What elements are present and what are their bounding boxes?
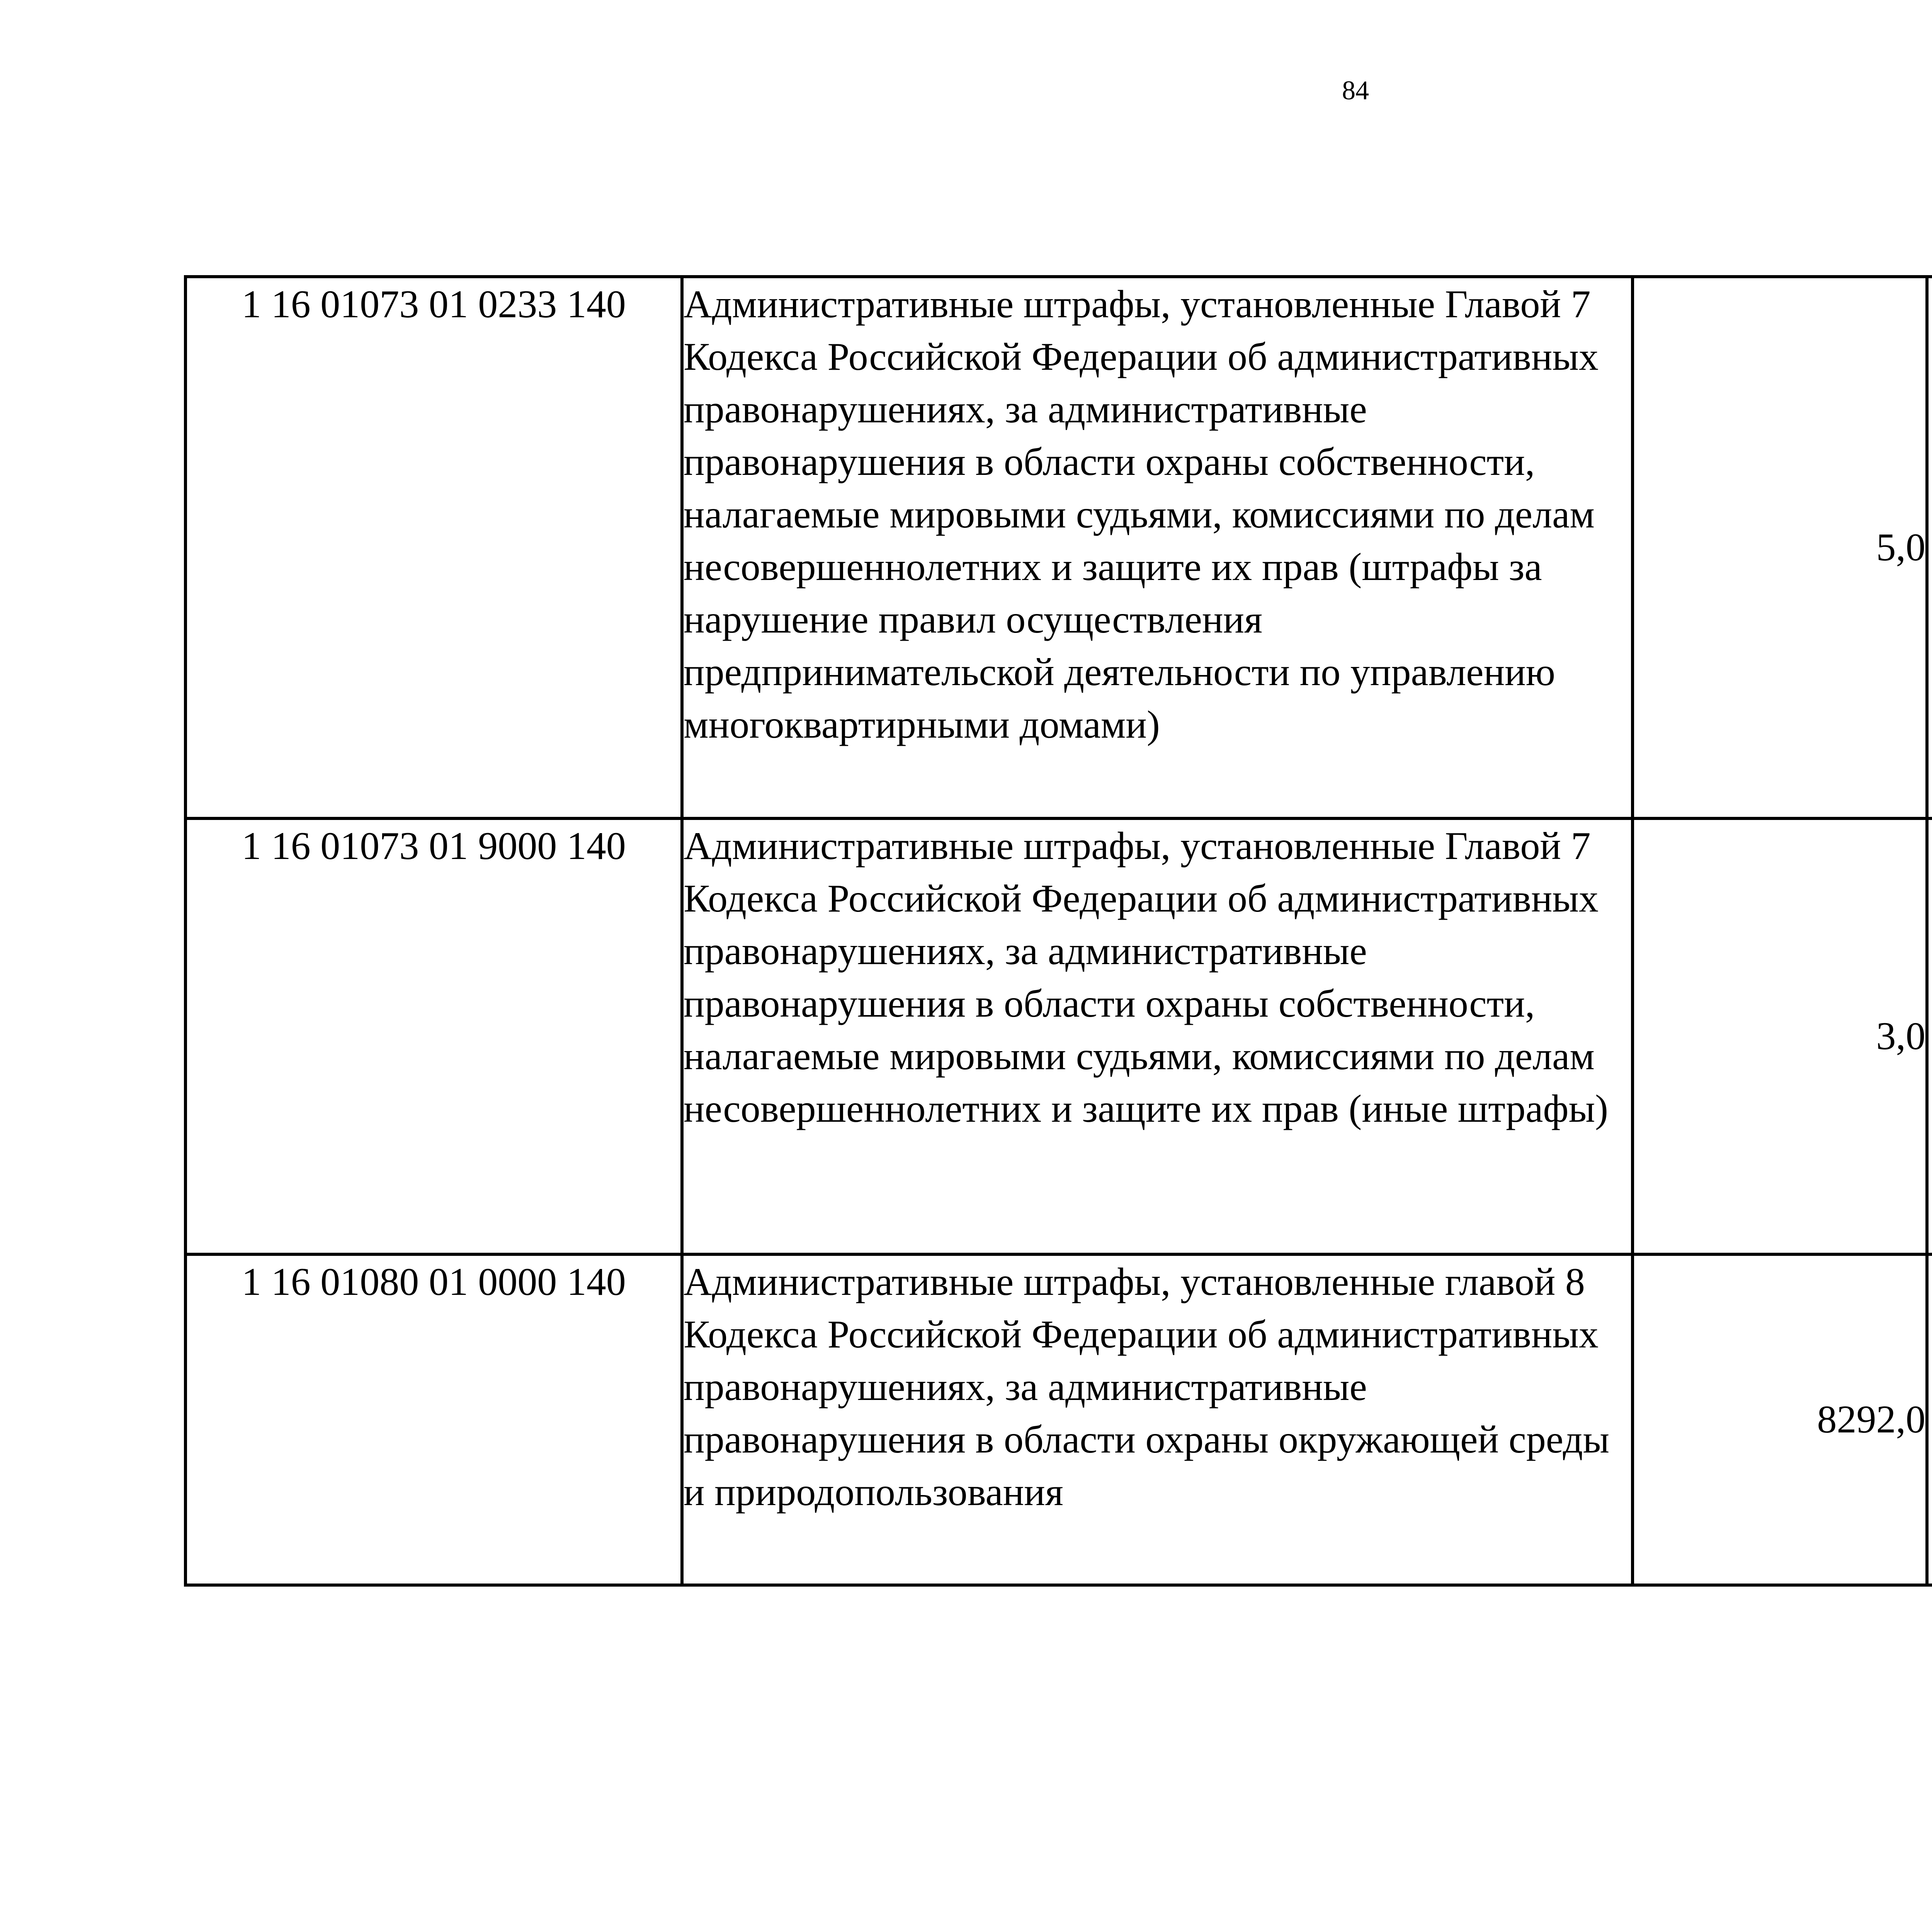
budget-code-cell: 1 16 01073 01 0233 140	[185, 277, 682, 818]
budget-code-cell: 1 16 01080 01 0000 140	[185, 1254, 682, 1585]
table-row	[185, 277, 1932, 818]
value-cell-year-2	[1927, 818, 1932, 1254]
value-cell-year-1: 3,0	[1633, 818, 1927, 1254]
description-cell: Административные штрафы, установленные главой 8 Кодекса Российской Федерации об административных правонарушениях, за административные правонарушения в области охраны окружающей среды и природопользования	[682, 1254, 1633, 1585]
value-cell-year-1: 8292,0	[1633, 1254, 1927, 1585]
table-row	[185, 818, 1932, 1254]
page-number: 84	[1342, 76, 1369, 105]
description-cell: Административные штрафы, установленные Главой 7 Кодекса Российской Федерации об административных правонарушениях, за административные правонарушения в области охраны собственности, налагаемые мировыми судьями, комиссиями по делам несовершеннолетних и защите их прав (штрафы за нарушение правил осуществления предпринимательской деятельности по управлению многоквартирными домами)	[682, 277, 1633, 818]
description-cell: Административные штрафы, установленные Главой 7 Кодекса Российской Федерации об административных правонарушениях, за административные правонарушения в области охраны собственности, налагаемые мировыми судьями, комиссиями по делам несовершеннолетних и защите их прав (иные штрафы)	[682, 818, 1633, 1254]
value-cell-year-2	[1927, 1254, 1932, 1585]
budget-code-cell: 1 16 01073 01 9000 140	[185, 818, 682, 1254]
table-row	[185, 1254, 1932, 1585]
revenue-table	[184, 275, 1932, 1587]
value-cell-year-1: 5,0	[1633, 277, 1927, 818]
value-cell-year-2	[1927, 277, 1932, 818]
